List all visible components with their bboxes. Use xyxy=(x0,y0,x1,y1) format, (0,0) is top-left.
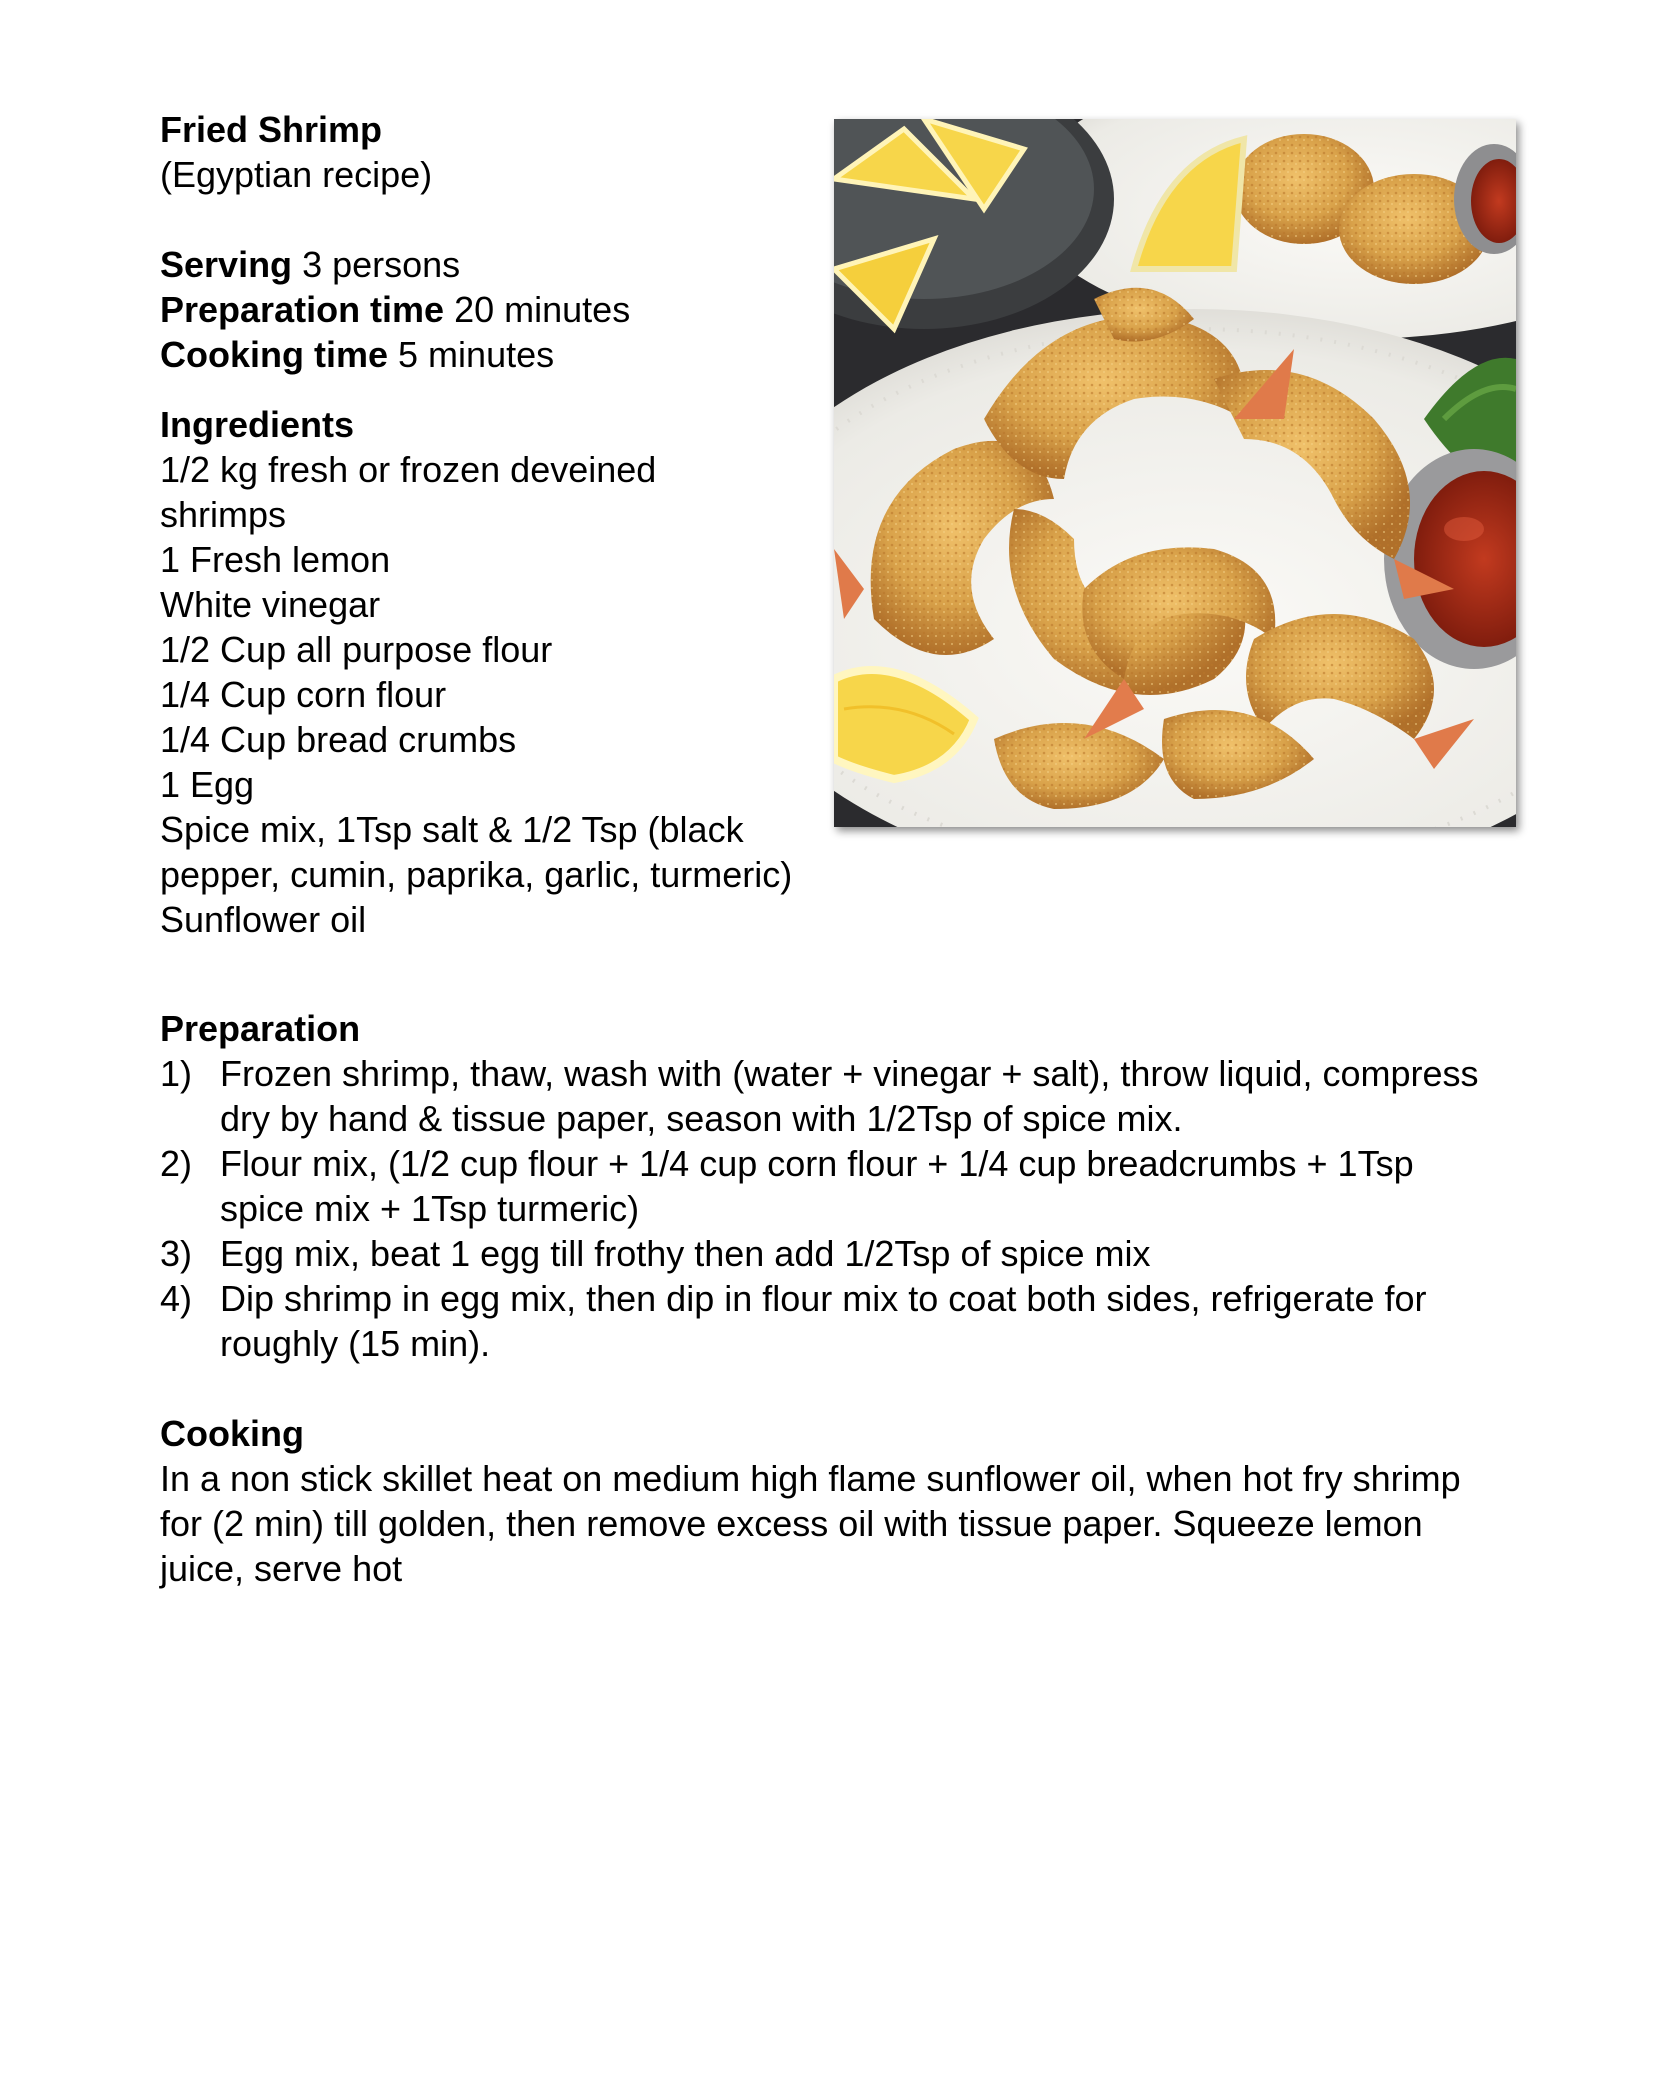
preparation-heading: Preparation xyxy=(160,1008,361,1049)
cooking-heading: Cooking xyxy=(160,1413,304,1454)
ingredient-item: shrimps xyxy=(160,494,287,535)
serving-label: Serving xyxy=(160,244,293,285)
step-text: spice mix + 1Tsp turmeric) xyxy=(220,1188,640,1229)
cook-time-value: 5 minutes xyxy=(398,334,555,375)
preparation-step xyxy=(160,1141,1520,1231)
preparation-steps xyxy=(160,1051,1520,1366)
ingredient-item: 1/2 Cup all purpose flour xyxy=(160,629,553,670)
step-text: Egg mix, beat 1 egg till frothy then add 1/2Tsp of spice mix xyxy=(220,1233,1151,1274)
ingredient-item: 1/4 Cup bread crumbs xyxy=(160,719,517,760)
ingredient-item: 1/2 kg fresh or frozen deveined xyxy=(160,449,657,490)
step-text: Dip shrimp in egg mix, then dip in flour mix to coat both sides, refrigerate for xyxy=(220,1278,1427,1319)
preparation-step xyxy=(160,1276,1520,1366)
recipe-subtitle: (Egyptian recipe) xyxy=(160,154,433,195)
ingredient-item: Sunflower oil xyxy=(160,899,367,940)
cook-time-row xyxy=(160,332,820,377)
recipe-title: Fried Shrimp xyxy=(160,109,383,150)
ingredient-item: White vinegar xyxy=(160,584,381,625)
prep-time-label: Preparation time xyxy=(160,289,445,330)
fried-shrimp-photo-icon xyxy=(834,119,1516,827)
step-text: roughly (15 min). xyxy=(220,1323,491,1364)
recipe-header-column xyxy=(160,107,820,942)
step-text: Flour mix, (1/2 cup flour + 1/4 cup corn flour + 1/4 cup breadcrumbs + 1Tsp xyxy=(220,1143,1414,1184)
preparation-step xyxy=(160,1231,1520,1276)
ingredient-item: pepper, cumin, paprika, garlic, turmeric) xyxy=(160,854,793,895)
step-text: Frozen shrimp, thaw, wash with (water + vinegar + salt), throw liquid, compress xyxy=(220,1053,1479,1094)
step-number: 1) xyxy=(160,1053,193,1094)
recipe-body-column xyxy=(160,1006,1520,1591)
ingredient-item: 1 Egg xyxy=(160,764,255,805)
prep-time-value: 20 minutes xyxy=(454,289,631,330)
prep-time-row xyxy=(160,287,820,332)
step-number: 2) xyxy=(160,1143,193,1184)
cooking-text: for (2 min) till golden, then remove excess oil with tissue paper. Squeeze lemon xyxy=(160,1503,1423,1544)
cooking-text: juice, serve hot xyxy=(160,1548,403,1589)
ingredients-heading: Ingredients xyxy=(160,404,355,445)
cooking-text: In a non stick skillet heat on medium high flame sunflower oil, when hot fry shrimp xyxy=(160,1458,1461,1499)
ingredient-item: 1 Fresh lemon xyxy=(160,539,391,580)
step-text: dry by hand & tissue paper, season with 1/2Tsp of spice mix. xyxy=(220,1098,1183,1139)
serving-row xyxy=(160,242,820,287)
step-number: 3) xyxy=(160,1233,193,1274)
fried-shrimp-photo xyxy=(834,119,1516,827)
step-number: 4) xyxy=(160,1278,193,1319)
cook-time-label: Cooking time xyxy=(160,334,389,375)
preparation-step xyxy=(160,1051,1520,1141)
ingredient-item: Spice mix, 1Tsp salt & 1/2 Tsp (black xyxy=(160,809,744,850)
serving-value: 3 persons xyxy=(302,244,461,285)
ingredient-item: 1/4 Cup corn flour xyxy=(160,674,447,715)
